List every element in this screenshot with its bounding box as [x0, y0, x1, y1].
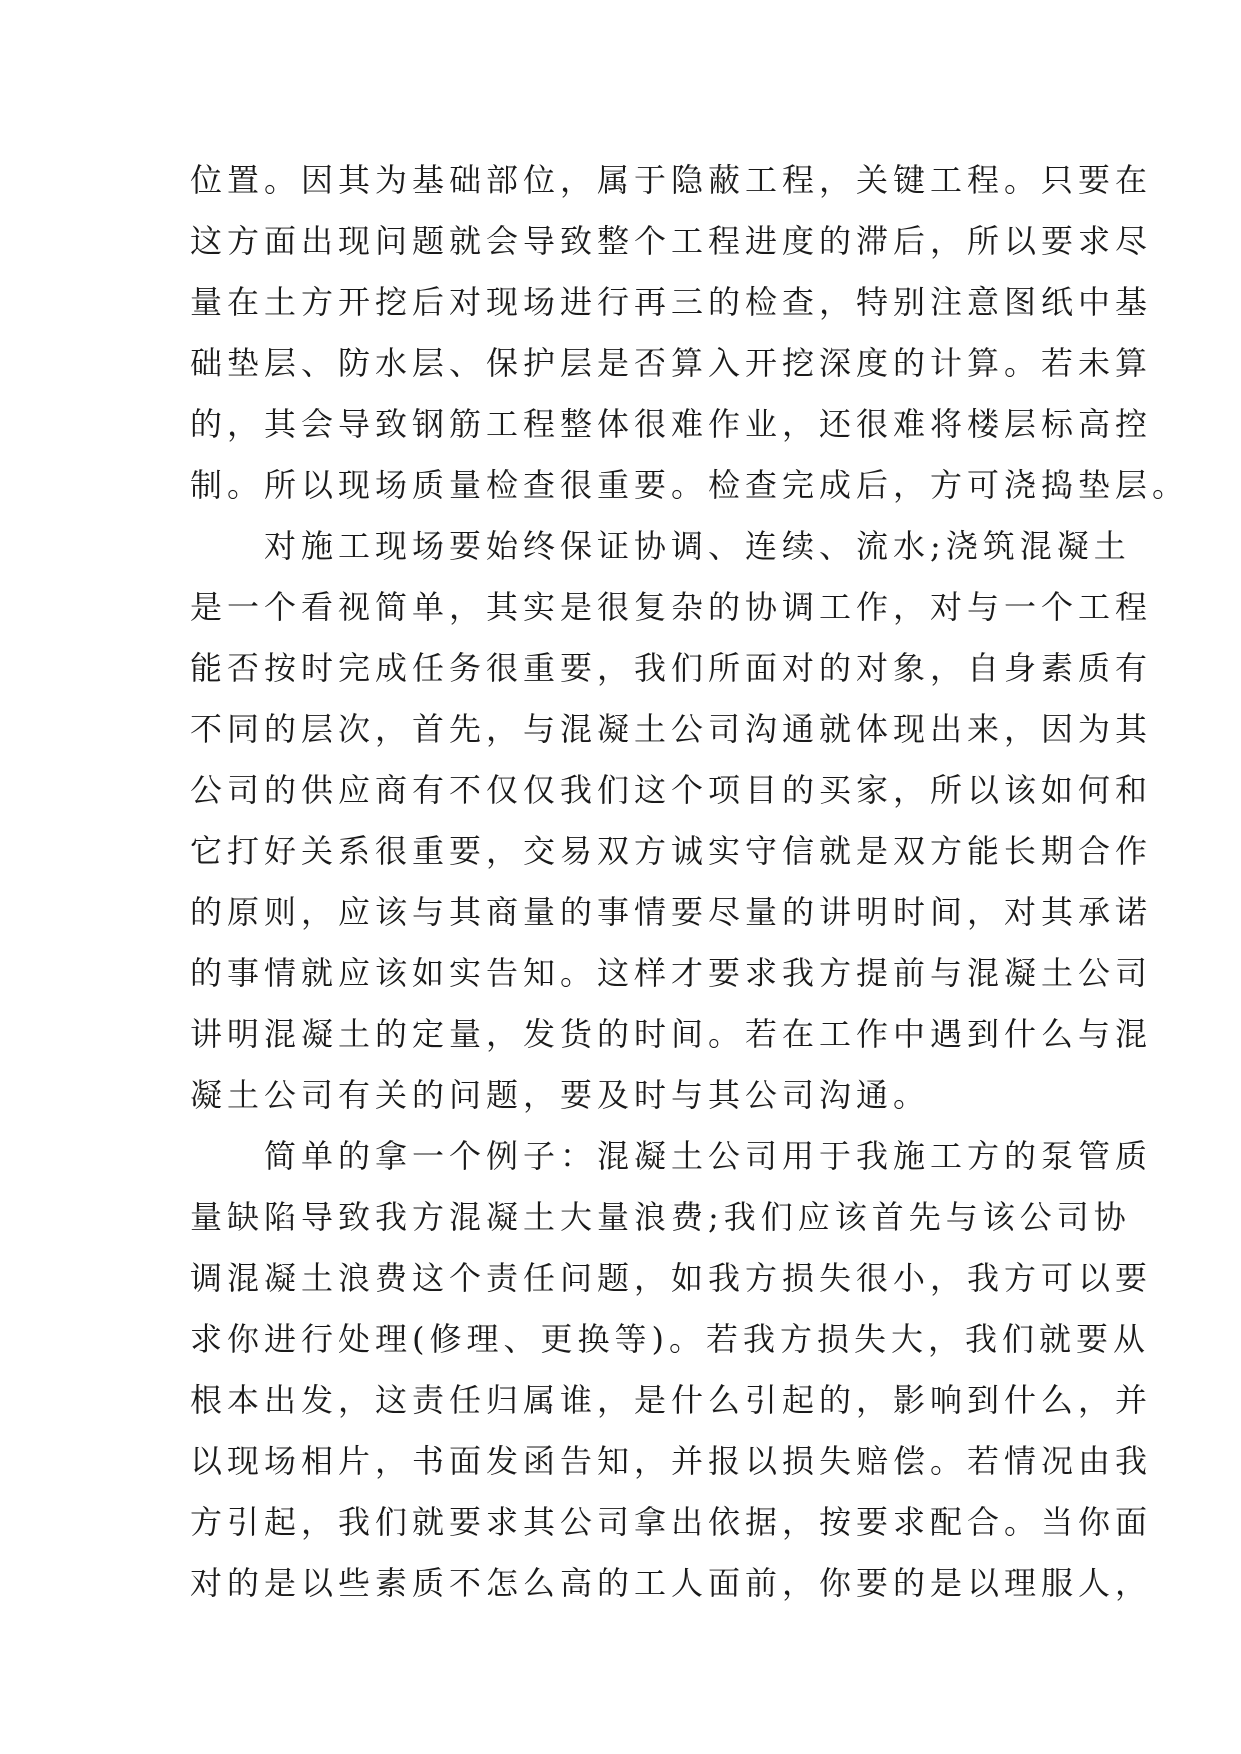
text-line: 它打好关系很重要，交易双方诚实守信就是双方能长期合作 [190, 832, 1153, 870]
text-line: 制。所以现场质量检查很重要。检查完成后，方可浇捣垫层。 [190, 466, 1190, 504]
text-line: 的原则，应该与其商量的事情要尽量的讲明时间，对其承诺 [190, 893, 1153, 931]
text-line: 的，其会导致钢筋工程整体很难作业，还很难将楼层标高控 [190, 405, 1153, 443]
text-line: 是一个看视简单，其实是很复杂的协调工作，对与一个工程 [190, 588, 1153, 626]
text-line: 量在土方开挖后对现场进行再三的检查，特别注意图纸中基 [190, 283, 1153, 321]
text-line: 量缺陷导致我方混凝土大量浪费;我们应该首先与该公司协 [190, 1198, 1131, 1236]
text-line: 公司的供应商有不仅仅我们这个项目的买家，所以该如何和 [190, 771, 1153, 809]
text-line: 凝土公司有关的问题，要及时与其公司沟通。 [190, 1076, 931, 1114]
text-line: 这方面出现问题就会导致整个工程进度的滞后，所以要求尽 [190, 222, 1153, 260]
text-line: 求你进行处理(修理、更换等)。若我方损失大，我们就要从 [190, 1320, 1150, 1358]
text-line: 讲明混凝土的定量，发货的时间。若在工作中遇到什么与混 [190, 1015, 1153, 1053]
text-line: 根本出发，这责任归属谁，是什么引起的，影响到什么，并 [190, 1381, 1153, 1419]
text-line: 对的是以些素质不怎么高的工人面前，你要的是以理服人， [190, 1564, 1153, 1602]
paragraph-first-line: 对施工现场要始终保证协调、连续、流水;浇筑混凝土 [264, 527, 1131, 565]
body-text [190, 150, 1190, 1614]
text-line: 能否按时完成任务很重要，我们所面对的对象，自身素质有 [190, 649, 1153, 687]
text-line: 方引起，我们就要求其公司拿出依据，按要求配合。当你面 [190, 1503, 1153, 1541]
text-line: 的事情就应该如实告知。这样才要求我方提前与混凝土公司 [190, 954, 1153, 992]
paragraph-first-line: 简单的拿一个例子：混凝土公司用于我施工方的泵管质 [264, 1137, 1153, 1175]
text-line: 础垫层、防水层、保护层是否算入开挖深度的计算。若未算 [190, 344, 1153, 382]
text-line: 以现场相片，书面发函告知，并报以损失赔偿。若情况由我 [190, 1442, 1153, 1480]
text-line: 不同的层次，首先，与混凝土公司沟通就体现出来，因为其 [190, 710, 1153, 748]
text-line: 位置。因其为基础部位，属于隐蔽工程，关键工程。只要在 [190, 161, 1153, 199]
text-line: 调混凝土浪费这个责任问题，如我方损失很小，我方可以要 [190, 1259, 1153, 1297]
